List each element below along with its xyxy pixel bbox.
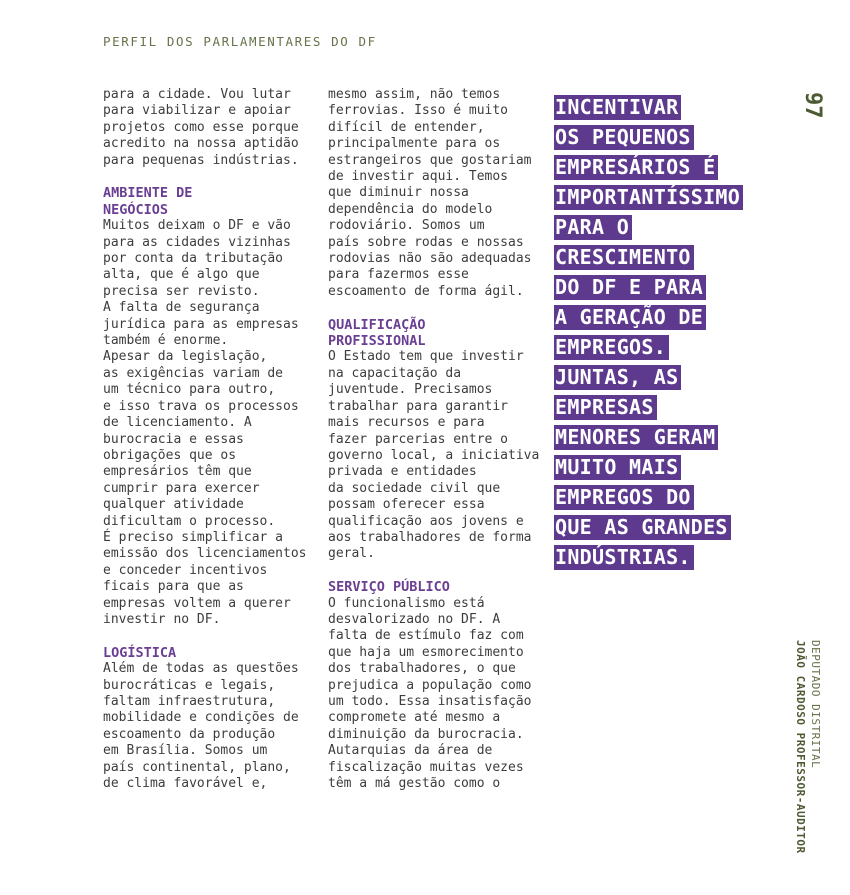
- heading-line: AMBIENTE DE: [103, 185, 193, 202]
- text-line: privada e entidades: [328, 464, 477, 480]
- heading-line: SERVIÇO PÚBLICO: [328, 579, 450, 596]
- text-line: aos trabalhadores de forma: [328, 529, 532, 545]
- pull-quote-text: DO DF E PARA: [554, 275, 706, 300]
- text-line: que diminuir nossa: [328, 185, 469, 201]
- heading-line: QUALIFICAÇÃO: [328, 316, 426, 333]
- text-line: para pequenas indústrias.: [103, 152, 299, 168]
- text-line: difícil de entender,: [328, 119, 485, 135]
- text-line: país sobre rodas e nossas: [328, 234, 524, 250]
- pull-quote-line: [554, 242, 743, 272]
- text-line: dependência do modelo: [328, 201, 493, 217]
- text-line: alta, que é algo que: [103, 267, 260, 283]
- text-line: de investir aqui. Temos: [328, 169, 509, 185]
- sidebar-role: DEPUTADO DISTRITAL: [809, 640, 822, 769]
- text-line: A falta de segurança: [103, 300, 260, 316]
- pull-quote-text: EMPRESÁRIOS É: [554, 155, 718, 180]
- text-line: O funcionalismo está: [328, 595, 485, 611]
- text-line: escoamento da produção: [103, 726, 276, 742]
- pull-quote-line: [554, 122, 743, 152]
- text-line: cumprir para exercer: [103, 480, 260, 496]
- pull-quote-line: [554, 92, 743, 122]
- text-line: que haja um esmorecimento: [328, 644, 524, 660]
- section-body-ambiente: [103, 218, 318, 628]
- text-line: um técnico para outro,: [103, 382, 276, 398]
- text-line: mais recursos e para: [328, 415, 485, 431]
- text-line: precisa ser revisto.: [103, 283, 260, 299]
- text-line: e conceder incentivos: [103, 562, 268, 578]
- text-line: qualquer atividade: [103, 497, 244, 513]
- text-line: dos trabalhadores, o que: [328, 661, 516, 677]
- text-line: Além de todas as questões: [103, 661, 299, 677]
- pull-quote-text: QUE AS GRANDES: [554, 515, 731, 540]
- text-line: também é enorme.: [103, 333, 229, 349]
- pull-quote-line: [554, 212, 743, 242]
- section-heading-logistica: [103, 645, 318, 661]
- text-line: falta de estímulo faz com: [328, 628, 524, 644]
- pull-quote-line: [554, 542, 743, 572]
- text-line: faltam infraestrutura,: [103, 694, 276, 709]
- pull-quote-line: [554, 182, 743, 212]
- text-line: emissão dos licenciamentos: [103, 546, 307, 562]
- text-line: possam oferecer essa: [328, 497, 485, 513]
- text-line: ferrovias. Isso é muito: [328, 103, 509, 119]
- text-line: governo local, a iniciativa: [328, 447, 540, 463]
- text-line: mobilidade e condições de: [103, 710, 299, 726]
- text-line: dificultam o processo.: [103, 513, 276, 529]
- section-body-logistica: [103, 661, 318, 792]
- heading-line: NEGÓCIOS: [103, 201, 169, 218]
- text-line: em Brasília. Somos um: [103, 743, 268, 759]
- text-line: para a cidade. Vou lutar: [103, 87, 291, 102]
- text-line: para fazermos esse: [328, 267, 469, 283]
- text-line: investir no DF.: [103, 611, 221, 627]
- text-line: rodoviário. Somos um: [328, 218, 485, 234]
- pull-quote-text: IMPORTANTÍSSIMO: [554, 185, 743, 210]
- pull-quote-text: A GERAÇÃO DE: [554, 305, 706, 330]
- text-line: para viabilizar e apoiar: [103, 103, 291, 119]
- text-line: trabalhar para garantir: [328, 398, 509, 414]
- text-line: desvalorizado no DF. A: [328, 611, 501, 627]
- text-line: rodovias não são adequadas: [328, 251, 532, 267]
- text-line: mesmo assim, não temos: [328, 87, 501, 102]
- pull-quote-text: EMPREGOS DO: [554, 485, 694, 510]
- section-heading-servico: [328, 579, 543, 595]
- pull-quote-line: [554, 422, 743, 452]
- text-line: jurídica para as empresas: [103, 316, 299, 332]
- pull-quote-text: JUNTAS, AS: [554, 365, 681, 390]
- section-heading-qualificacao: [328, 317, 543, 350]
- text-line: escoamento de forma ágil.: [328, 283, 524, 299]
- text-line: diminuição da burocracia.: [328, 726, 524, 742]
- pull-quote-text: CRESCIMENTO: [554, 245, 694, 270]
- pull-quote-text: INDÚSTRIAS.: [554, 545, 694, 570]
- text-line: fazer parcerias entre o: [328, 431, 509, 447]
- text-line: de clima favorável e,: [103, 776, 268, 792]
- text-line: país continental, plano,: [103, 759, 291, 775]
- text-line: qualificação aos jovens e: [328, 513, 524, 529]
- text-column-1: [103, 87, 318, 792]
- text-line: empresas voltem a querer: [103, 595, 291, 611]
- text-line: É preciso simplificar a: [103, 529, 284, 545]
- text-line: obrigações que os: [103, 447, 237, 463]
- pull-quote-line: [554, 302, 743, 332]
- pull-quote-line: [554, 392, 743, 422]
- pull-quote-text: EMPREGOS.: [554, 335, 669, 360]
- text-line: Muitos deixam o DF e vão: [103, 218, 291, 234]
- section-heading-ambiente: [103, 185, 318, 218]
- text-line: principalmente para os: [328, 136, 501, 152]
- text-line: compromete até mesmo a: [328, 710, 501, 726]
- pull-quote: [554, 92, 743, 572]
- pull-quote-line: [554, 272, 743, 302]
- pull-quote-line: [554, 512, 743, 542]
- text-line: burocracia e essas: [103, 431, 244, 447]
- text-line: ficais para que as: [103, 579, 244, 595]
- pull-quote-text: INCENTIVAR: [554, 95, 681, 120]
- section-body-servico: [328, 596, 543, 793]
- text-line: na capacitação da: [328, 365, 462, 381]
- pull-quote-text: EMPRESAS: [554, 395, 657, 420]
- text-line: acredito na nossa aptidão: [103, 136, 299, 152]
- pull-quote-text: PARA O: [554, 215, 632, 240]
- running-header: PERFIL DOS PARLAMENTARES DO DF: [103, 34, 377, 49]
- text-line: e isso trava os processos: [103, 398, 299, 414]
- text-line: por conta da tributação: [103, 251, 284, 267]
- pull-quote-text: MENORES GERAM: [554, 425, 718, 450]
- text-line: juventude. Precisamos: [328, 382, 493, 398]
- pull-quote-line: [554, 332, 743, 362]
- text-line: empresários têm que: [103, 464, 252, 480]
- text-line: um todo. Essa insatisfação: [328, 694, 532, 709]
- text-line: geral.: [328, 546, 375, 562]
- pull-quote-text: OS PEQUENOS: [554, 125, 694, 150]
- text-line: de licenciamento. A: [103, 415, 252, 431]
- text-line: para as cidades vizinhas: [103, 234, 291, 250]
- text-line: têm a má gestão como o: [328, 776, 501, 792]
- intro-paragraph: [103, 87, 318, 169]
- pull-quote-line: [554, 482, 743, 512]
- text-line: prejudica a população como: [328, 677, 532, 693]
- text-line: fiscalização muitas vezes: [328, 759, 524, 775]
- pull-quote-text: MUITO MAIS: [554, 455, 681, 480]
- text-line: burocráticas e legais,: [103, 677, 276, 693]
- text-line: Apesar da legislação,: [103, 349, 268, 365]
- pull-quote-line: [554, 362, 743, 392]
- text-column-2: [328, 87, 543, 792]
- heading-line: PROFISSIONAL: [328, 333, 426, 350]
- section-body-qualificacao: [328, 349, 543, 562]
- pull-quote-line: [554, 152, 743, 182]
- sidebar-name: JOÃO CARDOSO PROFESSOR-AUDITOR: [794, 640, 807, 854]
- text-line: estrangeiros que gostariam: [328, 152, 532, 168]
- pull-quote-line: [554, 452, 743, 482]
- text-line: projetos como esse porque: [103, 119, 299, 135]
- text-line: as exigências variam de: [103, 365, 284, 381]
- page-number: 97: [800, 92, 825, 119]
- text-line: da sociedade civil que: [328, 480, 501, 496]
- continued-paragraph: [328, 87, 543, 300]
- heading-line: LOGÍSTICA: [103, 644, 177, 661]
- text-line: Autarquias da área de: [328, 743, 493, 759]
- text-line: O Estado tem que investir: [328, 349, 524, 365]
